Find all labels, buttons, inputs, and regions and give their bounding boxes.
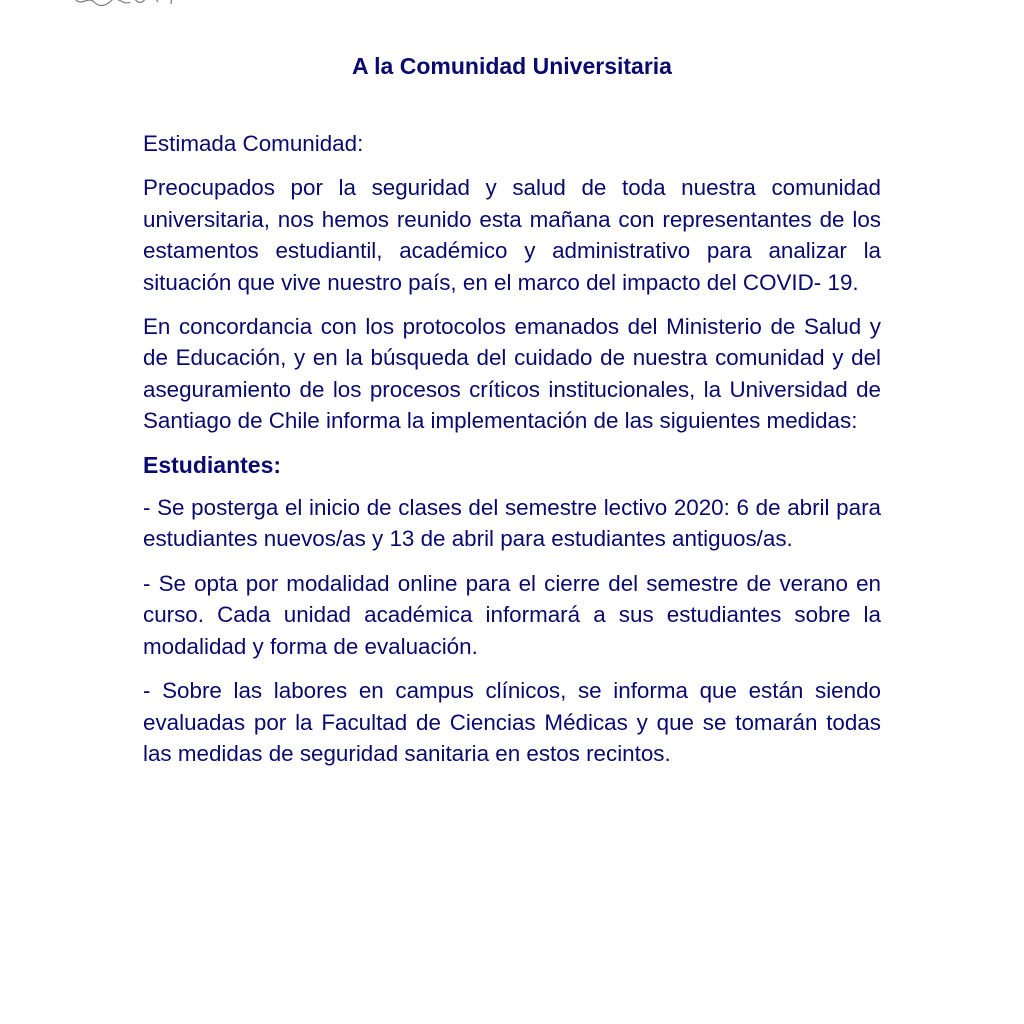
letter-body [143, 128, 881, 782]
measure-item: - Se opta por modalidad online para el cierre del semestre de verano en curso. Cada unidad académica informará a sus estudiantes sobre la modalidad y forma de evaluación. [143, 570, 881, 659]
paragraph-intro: Preocupados por la seguridad y salud de toda nuestra comunidad universitaria, nos hemos reunido esta mañana con representantes de los estamentos estudiantil, académico y administrativo para analizar la situación que vive nuestro país, en el marco del impacto del COVID- 19. [143, 175, 881, 295]
document-title: A la Comunidad Universitaria [352, 53, 672, 79]
paragraph-measures-intro: En concordancia con los protocolos emanados del Ministerio de Salud y de Educación, y en la búsqueda del cuidado de nuestra comunidad y del aseguramiento de los procesos críticos institucionales, la Universidad de Santiago de Chile informa la implementación de las siguientes medidas: [143, 314, 881, 434]
greeting: Estimada Comunidad: [143, 131, 364, 156]
signature-scribble-mark [72, 0, 182, 12]
measure-item: - Sobre las labores en campus clínicos, se informa que están siendo evaluadas por la Facultad de Ciencias Médicas y que se tomarán todas las medidas de seguridad sanitaria en estos recintos. [143, 678, 881, 766]
section-heading-students: Estudiantes: [143, 451, 282, 478]
measure-item: - Se posterga el inicio de clases del semestre lectivo 2020: 6 de abril para estudiantes nuevos/as y 13 de abril para estudiantes antiguos/as. [143, 495, 881, 552]
